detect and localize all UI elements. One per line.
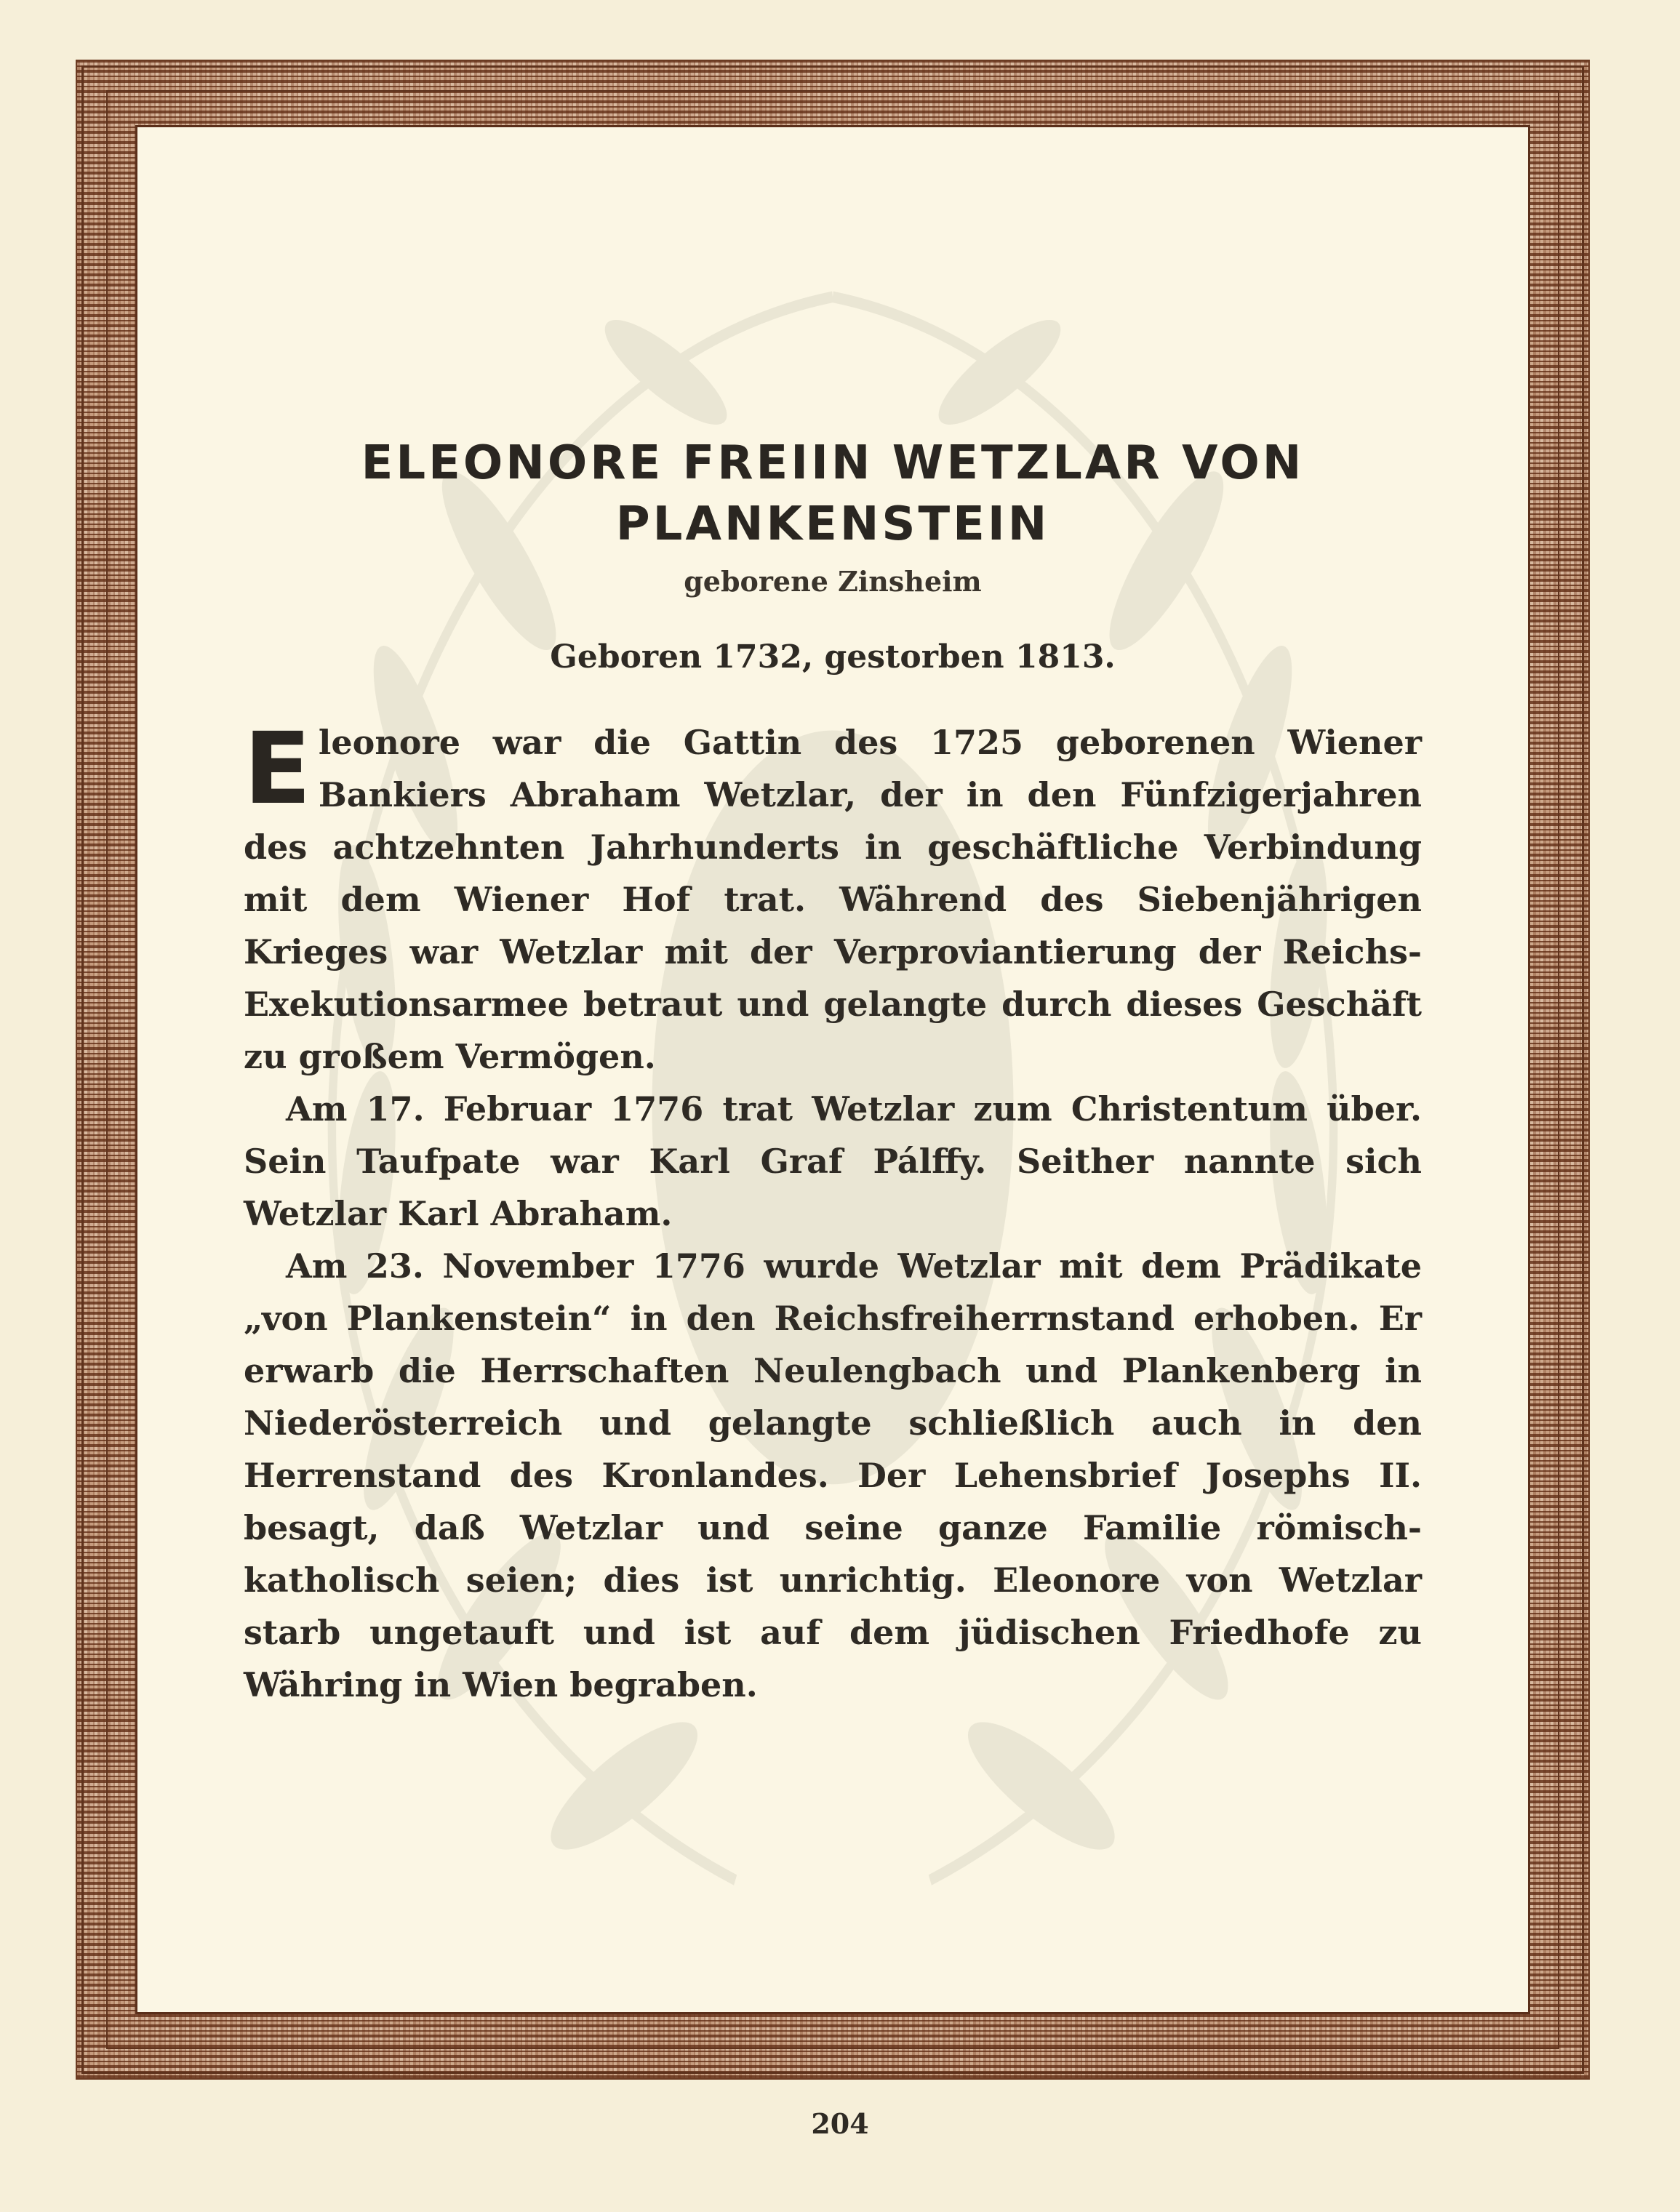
paragraph-2: Am 17. Februar 1776 trat Wetzlar zum Christentum über. Sein Taufpate war Karl Graf Pálffy. Seither nannte sich Wetzlar Karl Abraham. — [244, 1089, 1422, 1233]
drop-cap-initial: E — [244, 712, 311, 827]
text-panel — [135, 125, 1530, 2014]
decorative-border-frame — [76, 60, 1590, 2080]
paragraph-3: Am 23. November 1776 wurde Wetzlar mit dem Prädikate „von Plankenstein“ in den Reichsfreiherrnstand erhoben. Er erwarb die Herrschaften Neulengbach und Plankenberg in Niederösterreich und gelangte schließlich auch in den Herrenstand des Kronlandes. Der Lehensbrief Josephs II. besagt, daß Wetzlar und seine ganze Familie römisch-katholisch seien; dies ist unrichtig. Eleonore von Wetzlar starb ungetauft und ist auf dem jüdischen Friedhofe zu Währing in Wien begraben. — [244, 1246, 1422, 1704]
title-line-1: ELEONORE FREIIN WETZLAR VON — [361, 436, 1305, 490]
paragraph-1-text: leonore war die Gattin des 1725 geborenen Wiener Bankiers Abraham Wetzlar, der in den Fünfzigerjahren des achtzehnten Jahrhunderts in geschäftliche Verbindung mit dem Wiener Hof trat. Während des Siebenjährigen Krieges war Wetzlar mit der Verproviantierung der Reichs-Exekutionsarmee betraut und gelangte durch dieses Geschäft zu großem Vermögen. — [244, 723, 1422, 1076]
article — [244, 433, 1422, 1711]
maiden-name-subtitle: geborene Zinsheim — [684, 565, 982, 598]
page-title — [244, 433, 1422, 555]
paragraph-1 — [244, 712, 1422, 1083]
biography-text — [244, 712, 1422, 1711]
page-number: 204 — [811, 2107, 869, 2140]
life-dates: Geboren 1732, gestorben 1813. — [550, 638, 1116, 676]
title-line-2: PLANKENSTEIN — [615, 497, 1050, 551]
